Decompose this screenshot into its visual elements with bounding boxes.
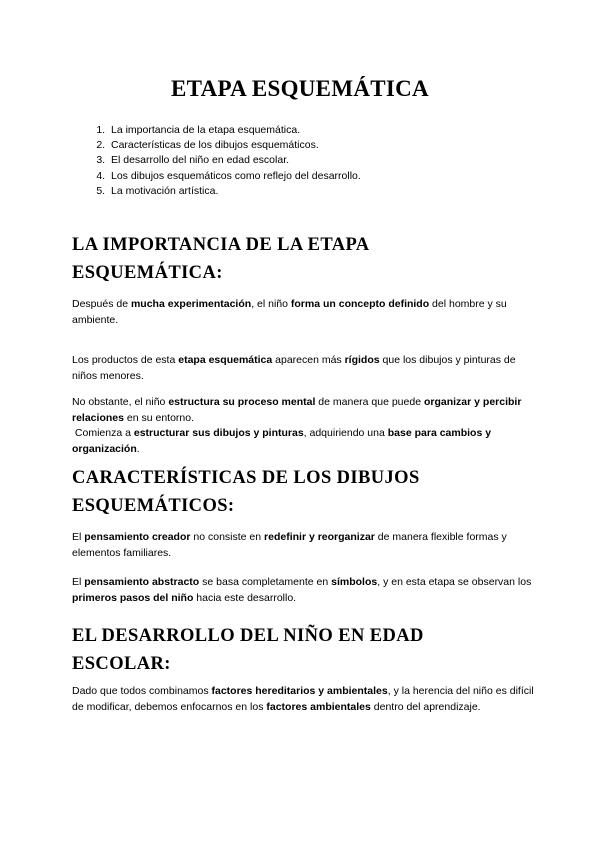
toc-item: 4. Los dibujos esquemáticos como reflejo del desarrollo. <box>108 169 361 184</box>
toc-item: 2. Características de los dibujos esquemáticos. <box>108 138 361 153</box>
toc-item: 5. La motivación artística. <box>108 184 361 199</box>
bold-text: forma un concepto definido <box>290 298 430 310</box>
paragraph <box>72 684 542 715</box>
bold-text: pensamiento creador <box>84 531 191 543</box>
text-run: Comienza a <box>74 427 134 439</box>
section-heading-importancia <box>72 231 542 287</box>
bold-text: símbolos <box>331 576 378 588</box>
text-run: no consiste en <box>190 531 265 543</box>
text-run: en su entorno. <box>123 411 195 424</box>
bold-text: primeros pasos del niño <box>72 591 194 604</box>
text-run: , el niño <box>251 298 291 310</box>
text-run: se basa completamente en <box>199 576 332 588</box>
bold-text: estructurar sus dibujos y pinturas <box>133 427 304 439</box>
text-run: Los productos de esta <box>72 354 179 366</box>
text-run: aparecen más <box>272 354 345 366</box>
heading-line: CARACTERÍSTICAS DE LOS DIBUJOS <box>72 468 420 488</box>
text-run: hacia este desarrollo. <box>193 591 297 604</box>
bold-text: rígidos <box>344 354 380 366</box>
text-run: , adquiriendo una <box>303 427 388 439</box>
heading-line: ESCOLAR: <box>72 654 171 674</box>
bold-text: redefinir y reorganizar <box>264 531 375 543</box>
section-heading-caracteristicas <box>72 464 542 520</box>
heading-line: ESQUEMÁTICA: <box>72 263 223 283</box>
text-run: dentro del aprendizaje. <box>370 700 481 713</box>
text-run: de manera flexible formas y elementos familiares. <box>72 531 507 559</box>
section-heading-desarrollo <box>72 622 542 678</box>
text-run: El <box>72 531 85 543</box>
text-run: Dado que todos combinamos <box>72 685 212 697</box>
paragraph <box>72 353 542 384</box>
bold-text: factores ambientales <box>266 700 371 713</box>
text-run: , y en esta etapa se observan los <box>377 576 532 588</box>
bold-text: etapa esquemática <box>178 354 273 366</box>
bold-text: estructura su proceso mental <box>168 396 316 408</box>
bold-text: factores hereditarios y ambientales <box>211 685 388 697</box>
bold-text: pensamiento abstracto <box>84 576 200 588</box>
text-run: El <box>72 576 85 588</box>
paragraph <box>72 530 542 561</box>
toc-item: 3. El desarrollo del niño en edad escolar. <box>108 153 361 168</box>
bold-text: mucha experimentación <box>130 298 252 310</box>
paragraph <box>72 297 542 328</box>
text-run: . <box>136 442 140 455</box>
text-run: del hombre y su ambiente. <box>72 298 507 326</box>
bold-text: base para cambios y organización <box>72 427 492 455</box>
text-run: de manera que puede <box>315 396 424 408</box>
paragraph <box>72 395 542 457</box>
page-title: ETAPA ESQUEMÁTICA <box>171 76 429 101</box>
text-run: No obstante, el niño <box>72 396 169 408</box>
heading-line: LA IMPORTANCIA DE LA ETAPA <box>72 235 370 255</box>
heading-line: EL DESARROLLO DEL NIÑO EN EDAD <box>72 626 424 646</box>
text-run: que los dibujos y pinturas de niños menores. <box>72 354 516 382</box>
text-run: Después de <box>72 298 131 310</box>
heading-line: ESQUEMÁTICOS: <box>72 496 235 516</box>
text-run: , y la herencia del niño es difícil de modificar, debemos enfocarnos en los <box>72 685 534 713</box>
toc-item: 1. La importancia de la etapa esquemática. <box>108 123 361 138</box>
paragraph <box>72 575 542 606</box>
table-of-contents <box>82 123 361 199</box>
bold-text: organizar y percibir relaciones <box>72 396 522 424</box>
